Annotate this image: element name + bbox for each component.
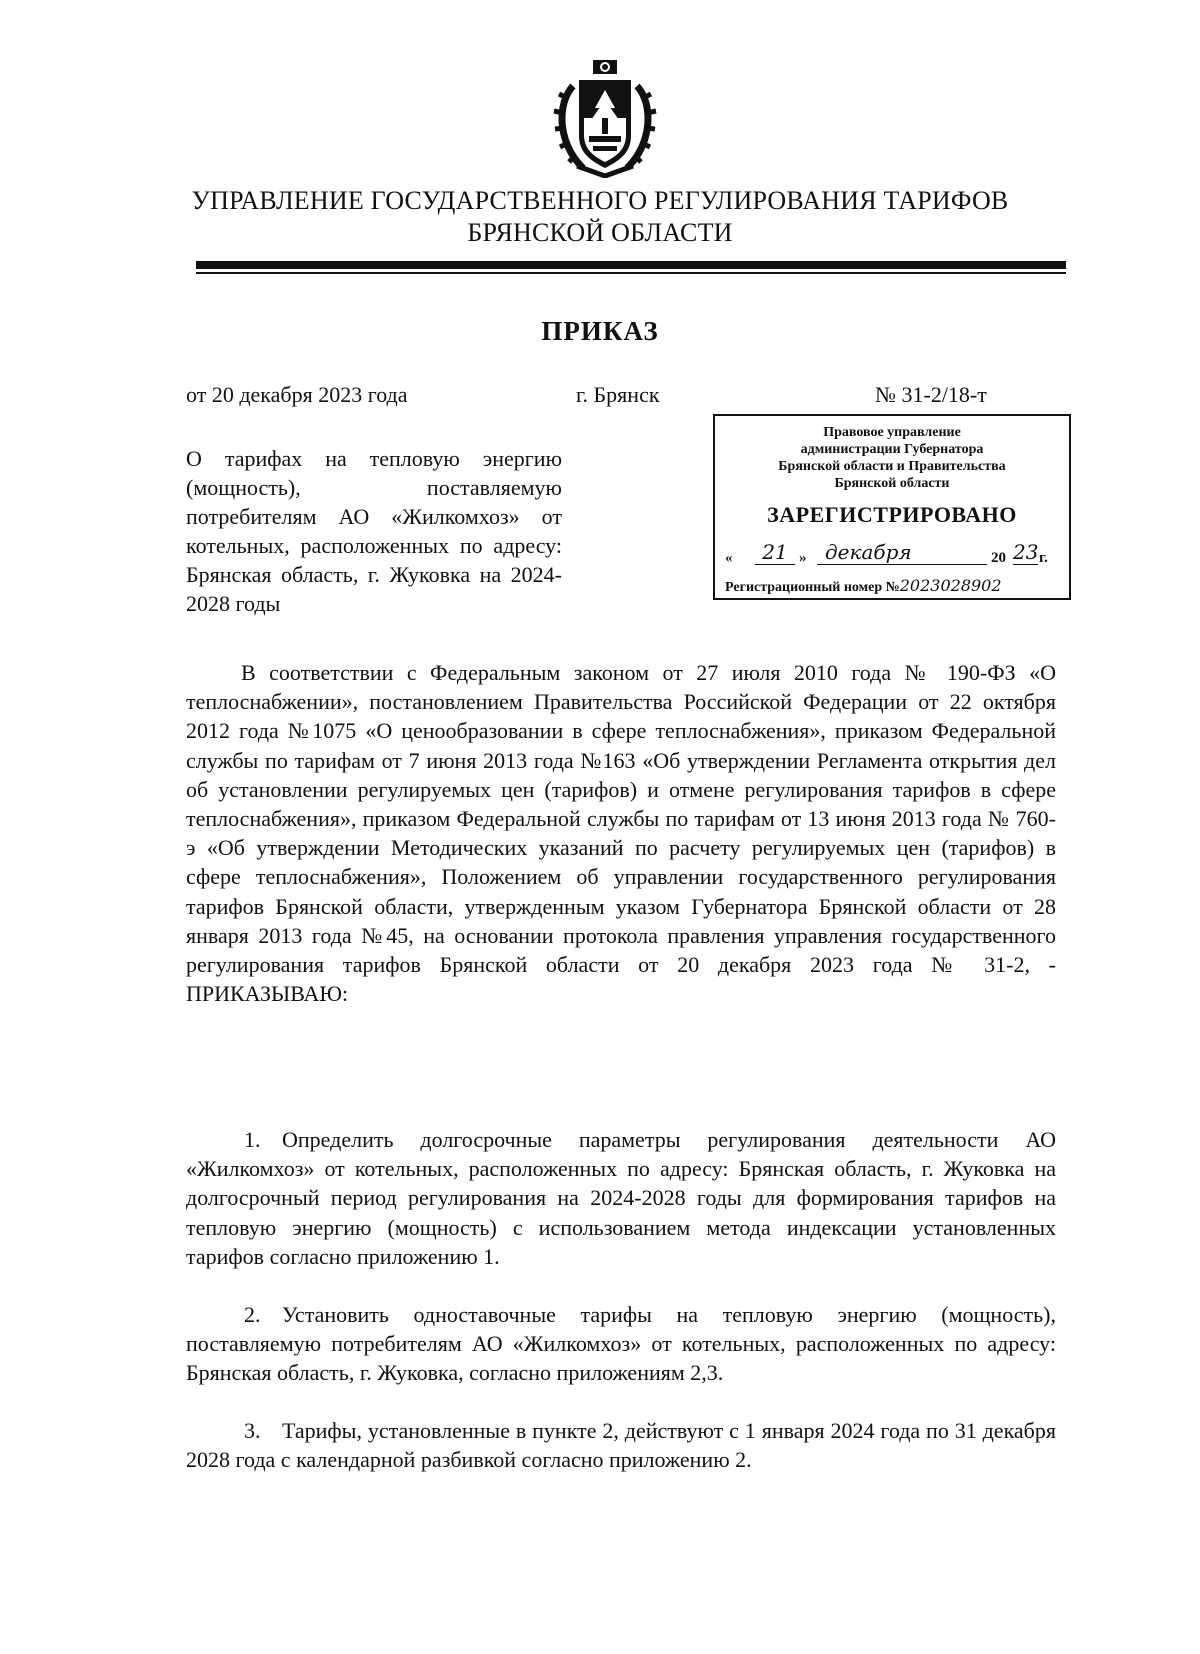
- bryansk-coat-of-arms-icon: [553, 58, 657, 178]
- document-number: № 31-2/18-т: [875, 382, 987, 407]
- stamp-line: Брянской области и Правительства: [778, 459, 1006, 474]
- stamp-registration-number: [725, 576, 1002, 596]
- header-divider-thick: [196, 261, 1066, 269]
- order-item: [186, 1416, 1056, 1474]
- stamp-quote-close: »: [799, 550, 807, 566]
- header-divider-thin: [196, 272, 1066, 274]
- order-item-text: Определить долгосрочные параметры регулирования деятельности АО «Жилкомхоз» от котельных, расположенных по адресу: Брянская область, г. Жуковка на долгосрочный период регулирования на 2024-2028 годы для формирования тарифов на тепловую энергию (мощность) с использованием метода индексации установленных тарифов согласно приложению 1.: [186, 1127, 1056, 1269]
- document-city: г. Брянск: [576, 382, 660, 407]
- order-item: [186, 1125, 1056, 1271]
- organization-title-line2: БРЯНСКОЙ ОБЛАСТИ: [467, 218, 733, 247]
- stamp-year-prefix: 20: [991, 550, 1006, 566]
- order-item-text: Тарифы, установленные в пункте 2, действуют с 1 января 2024 года по 31 декабря 2028 года с календарной разбивкой согласно приложению 2.: [186, 1418, 1056, 1473]
- preamble-paragraph: В соответствии с Федеральным законом от 27 июля 2010 года № 190-ФЗ «О теплоснабжении», постановлением Правительства Российской Федерации от 22 октября 2012 года №1075 «О ценообразовании в сфере теплоснабжения», приказом Федеральной службы по тарифам от 7 июня 2013 года №163 «Об утверждении Регламента открытия дел об установлении регулируемых цен (тарифов) и отмене регулирования тарифов в сфере теплоснабжения», приказом Федеральной службы по тарифам от 13 июня 2013 года № 760-э «Об утверждении Методических указаний по расчету регулируемых цен (тарифов) в сфере теплоснабжения», Положением об управлении государственного регулирования тарифов Брянской области, утвержденным указом Губернатора Брянской области от 28 января 2013 года №45, на основании протокола правления управления государственного регулирования тарифов Брянской области от 20 декабря 2023 года № 31-2, - ПРИКАЗЫВАЮ:: [186, 660, 1056, 1007]
- document-subject: О тарифах на тепловую энергию (мощность), поставляемую потребителям АО «Жилкомхоз» от котельных, расположенных по адресу: Брянская область, г. Жуковка на 2024-2028 годы: [186, 446, 562, 616]
- stamp-reg-number: 2023028902: [899, 576, 1002, 595]
- order-item-number: 2.: [244, 1302, 261, 1327]
- order-item-text: Установить одноставочные тарифы на тепловую энергию (мощность), поставляемую потребителям АО «Жилкомхоз» от котельных, расположенных по адресу: Брянская область, г. Жуковка, согласно приложениям 2,3.: [186, 1302, 1056, 1386]
- stamp-date: [725, 540, 1063, 570]
- order-item-number: 1.: [244, 1127, 261, 1152]
- stamp-month: декабря: [817, 540, 987, 565]
- stamp-quote-open: «: [725, 550, 733, 566]
- stamp-line: Правовое управление: [823, 425, 961, 440]
- organization-title-line1: УПРАВЛЕНИЕ ГОСУДАРСТВЕННОГО РЕГУЛИРОВАНИЯ ТАРИФОВ: [191, 186, 1009, 215]
- stamp-year-g: г.: [1039, 550, 1048, 566]
- order-item: [186, 1300, 1056, 1388]
- document-date: от 20 декабря 2023 года: [186, 382, 408, 407]
- order-item-number: 3.: [244, 1418, 261, 1443]
- stamp-line: Брянской области: [834, 476, 950, 491]
- stamp-registered-label: ЗАРЕГИСТРИРОВАНО: [767, 502, 1017, 527]
- stamp-year-suffix: 23: [1013, 540, 1039, 564]
- stamp-day: 21: [755, 540, 795, 565]
- stamp-reg-label: Регистрационный номер №: [725, 580, 900, 595]
- registration-stamp: [713, 414, 1071, 600]
- document-type-title: ПРИКАЗ: [541, 316, 659, 346]
- stamp-line: администрации Губернатора: [800, 442, 984, 457]
